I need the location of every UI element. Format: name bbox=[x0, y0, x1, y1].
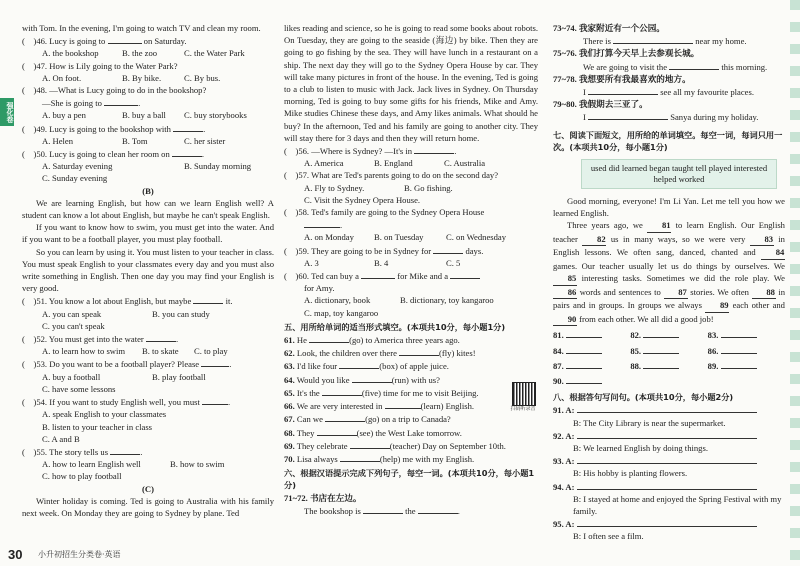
question-73-answer: There is near my home. bbox=[583, 36, 747, 47]
passage-c-para: Winter holiday is coming. Ted is going to Australia with his family next week. On Monday they are going to Sydney by plane. Ted bbox=[22, 495, 274, 518]
option-54-b: B. listen to your teacher in class bbox=[42, 421, 153, 432]
qr-caption: 扫码听录音 bbox=[510, 406, 536, 412]
fill-62: 62. Look, the children over there (fly) kites! bbox=[284, 348, 476, 359]
section-7-heading: 七、阅读下面短文，用所给的单词填空。每空一词，每词只用一次。(本项共10分，每小题1分) bbox=[553, 129, 783, 152]
options-50-c: C. Sunday evening bbox=[42, 173, 108, 184]
passage-c-title: (C) bbox=[142, 483, 154, 494]
answer-slot[interactable]: 84. bbox=[553, 344, 630, 357]
options-51-c: C. you can't speak bbox=[42, 320, 105, 331]
fill-61: 61. He (go) to America three years ago. bbox=[284, 335, 460, 346]
question-53: ( )53. Do you want to be a football player? Please . bbox=[22, 359, 232, 370]
answer-slot[interactable]: 87. bbox=[553, 359, 630, 372]
passage-b-para-2: If you want to know how to swim, you must get into the water. And if you want to be a football player, you must play football. bbox=[22, 222, 274, 245]
answer-slot[interactable]: 88. bbox=[630, 359, 707, 372]
column-left bbox=[22, 22, 274, 519]
qr-code-icon[interactable] bbox=[512, 382, 536, 406]
column-right bbox=[553, 22, 785, 543]
qa-95-question: 95. A: bbox=[553, 517, 785, 530]
question-46: ( )46. Lucy is going to on Saturday. bbox=[22, 36, 187, 47]
passage-c-continued: likes reading and science, so he is going to read some books about robots. On Tuesday, they are going to the seaside (海边) by bike. Then they are going to go fishing by the sea. They will have lunch in a restaurant on a ship. The next day they will go to the Sydney Opera House by car. They will take many pictures in front of the house. In the evening, Ted is going to a club to listen to music with Jack. Jack lives in Sydney. On Thursday morning, Ted is going to buy some gifts for his friends, Mike and Amy. Mike studies Chinese these days, and Amy likes animals. What should he buy? In the afternoon, Ted and his family are going to another city. They will stay there for 3 days and then they will return home. bbox=[284, 23, 538, 143]
options-58: A. on Monday B. on Tuesday C. on Wednesday bbox=[304, 232, 507, 243]
qa-92-answer: B: We learned English by doing things. bbox=[573, 443, 708, 454]
qa-91-question: 91. A: bbox=[553, 403, 785, 416]
question-47: ( )47. How is Lily going to the Water Park? bbox=[22, 60, 178, 71]
fill-70: 70. Lisa always (help) me with my English. bbox=[284, 453, 475, 464]
options-49: A. Helen B. Tom C. her sister bbox=[42, 135, 226, 146]
question-51: ( )51. You know a lot about English, but maybe it. bbox=[22, 296, 233, 307]
options-56: A. America B. England C. Australia bbox=[304, 158, 486, 169]
fill-67: 67. Can we (go) on a trip to Canada? bbox=[284, 414, 451, 425]
qa-93-answer: B: His hobby is planting flowers. bbox=[573, 468, 688, 479]
fill-65: 65. It's the (five) time for me to visit Beijing. bbox=[284, 387, 479, 398]
options-57: A. Fly to Sydney. B. Go fishing. bbox=[304, 182, 453, 193]
answer-slot[interactable]: 89. bbox=[708, 359, 785, 372]
passage-7-body: Three years ago, we 81 to learn English. Our English teacher 82 us in many ways, so we were very 83 in English lessons. We often sang, danced, chanted and 84 games. Our teacher usually let us do things by ourselves. We 85 interesting tasks. Sometimes we did the role play. We 86 words and sentences to 87 stories. We often 88 in pairs and in groups. In groups we always 89 each other and 90 from each other. We all did a good job! bbox=[553, 219, 785, 326]
question-50: ( )50. Lucy is going to clean her room on . bbox=[22, 149, 205, 160]
passage-7-intro: Good morning, everyone! I'm Li Yan. Let me tell you how we learned English. bbox=[553, 196, 785, 219]
question-52: ( )52. You must get into the water . bbox=[22, 334, 179, 345]
page-footer bbox=[0, 548, 800, 566]
question-58: ( )58. Ted's family are going to the Sydney Opera House bbox=[284, 207, 485, 218]
fill-63: 63. I'd like four (box) of apple juice. bbox=[284, 361, 449, 372]
fill-69: 69. They celebrate (teacher) Day on September 10th. bbox=[284, 440, 506, 451]
qa-92-question: 92. A: bbox=[553, 429, 785, 442]
qa-94-question: 94. A: bbox=[553, 480, 785, 493]
question-71-answer: The bookshop is the . bbox=[304, 505, 460, 516]
options-53: A. buy a football B. play football bbox=[42, 371, 206, 382]
options-55: A. how to learn English well B. how to swim bbox=[42, 459, 225, 470]
qa-94-answer: B: I stayed at home and enjoyed the Spring Festival with my family. bbox=[573, 493, 782, 517]
options-52: A. to learn how to swim B. to skate C. to play bbox=[42, 346, 228, 357]
options-46: A. the bookshop B. the zoo C. the Water Park bbox=[42, 48, 245, 59]
fill-in-list bbox=[284, 333, 538, 465]
section-6-heading: 六、根据汉语提示完成下列句子，每空一词。(本项共10分，每小题1分) bbox=[284, 468, 535, 491]
options-50: A. Saturday evening B. Sunday morning bbox=[42, 161, 252, 172]
side-tab: 强化卷 bbox=[0, 98, 14, 126]
fill-66: 66. We are very interested in (learn) English. bbox=[284, 401, 475, 412]
options-48: A. buy a pen B. buy a ball C. buy storybooks bbox=[42, 110, 247, 121]
passage-b-para-1: We are learning English, but how can we learn English well? A student can know a lot about English, but maybe he can't speak English. bbox=[22, 197, 274, 221]
word-bank: used did learned began taught tell played interested helped worked bbox=[581, 159, 777, 189]
qa-list bbox=[553, 403, 785, 542]
answer-slot[interactable]: 81. bbox=[553, 328, 630, 341]
options-59: A. 3 B. 4 C. 5 bbox=[304, 257, 461, 268]
question-77-prompt: 77~78. 我想要所有我最喜欢的地方。 bbox=[553, 73, 691, 84]
answer-grid bbox=[553, 328, 785, 387]
footer-title: 小升初招生分类卷·英语 bbox=[38, 550, 121, 559]
answer-slot[interactable]: 82. bbox=[630, 328, 707, 341]
question-56: ( )56. —Where is Sydney? —It's in . bbox=[284, 146, 457, 157]
question-60-tail: for Amy. bbox=[304, 283, 335, 294]
question-79-answer: I Sanya during my holiday. bbox=[583, 112, 759, 123]
fill-64: 64. Would you like (run) with us? bbox=[284, 374, 440, 385]
options-55-c: C. how to play football bbox=[42, 471, 122, 482]
question-75-prompt: 75~76. 我们打算今天早上去参观长城。 bbox=[553, 48, 700, 59]
options-47: A. On foot. B. By bike. C. By bus. bbox=[42, 72, 221, 83]
answer-slot[interactable]: 86. bbox=[708, 344, 785, 357]
answer-slot[interactable]: 83. bbox=[708, 328, 785, 341]
question-71-prompt: 71~72. 书店在左边。 bbox=[284, 492, 362, 503]
question-59: ( )59. They are going to be in Sydney for days. bbox=[284, 245, 484, 256]
page-edge-decoration bbox=[790, 0, 800, 566]
option-54-a: A. speak English to your classmates bbox=[42, 409, 167, 420]
options-57-c: C. Visit the Sydney Opera House. bbox=[304, 194, 421, 205]
question-55: ( )55. The story tells us . bbox=[22, 446, 143, 457]
question-60: ( )60. Ted can buy a for Mike and a bbox=[284, 269, 538, 282]
question-79-prompt: 79~80. 我假期去三亚了。 bbox=[553, 99, 648, 110]
options-51: A. you can speak B. you can study bbox=[42, 308, 210, 319]
options-53-c: C. have some lessons bbox=[42, 383, 116, 394]
option-54-c: C. A and B bbox=[42, 433, 80, 444]
fill-68: 68. They (see) the West Lake tomorrow. bbox=[284, 427, 462, 438]
answer-slot[interactable]: 85. bbox=[630, 344, 707, 357]
question-48-response: —She is going to . bbox=[42, 98, 141, 109]
options-60: A. dictionary, book B. dictionary, toy kangaroo bbox=[304, 295, 494, 306]
passage-line: with Tom. In the evening, I'm going to watch TV and clean my room. bbox=[22, 23, 261, 33]
passage-b-para-3: So you can learn by using it. You must listen to your teacher in class. You must speak English to your classmates every day and you must also write something in English. Then one day you may find your English is very good. bbox=[22, 246, 274, 294]
question-49: ( )49. Lucy is going to the bookshop with . bbox=[22, 123, 206, 134]
section-8-heading: 八、根据答句写问句。(本项共10分，每小题2分) bbox=[553, 392, 734, 403]
column-middle bbox=[284, 22, 538, 517]
answer-slot[interactable]: 90. bbox=[553, 374, 630, 387]
qa-91-answer: B: The City Library is near the supermarket. bbox=[573, 417, 726, 428]
qa-93-question: 93. A: bbox=[553, 454, 785, 467]
qa-95-answer: B: I often see a film. bbox=[573, 531, 644, 542]
question-54: ( )54. If you want to study English well, you must . bbox=[22, 397, 231, 408]
question-75-answer: We are going to visit the this morning. bbox=[583, 61, 768, 72]
question-48: ( )48. —What is Lucy going to do in the bookshop? bbox=[22, 85, 207, 96]
question-73-prompt: 73~74. 我家附近有一个公园。 bbox=[553, 23, 665, 33]
question-77-answer: I see all my favourite places. bbox=[583, 87, 754, 98]
page-number: 30 bbox=[8, 547, 23, 562]
section-5-heading: 五、用所给单词的适当形式填空。(本项共10分，每小题1分) bbox=[284, 321, 506, 332]
question-58-blank: . bbox=[284, 218, 538, 231]
passage-b-title: (B) bbox=[142, 185, 154, 196]
options-60-c: C. map, toy kangaroo bbox=[304, 307, 379, 318]
question-57: ( )57. What are Ted's parents going to do on the second day? bbox=[284, 170, 499, 181]
